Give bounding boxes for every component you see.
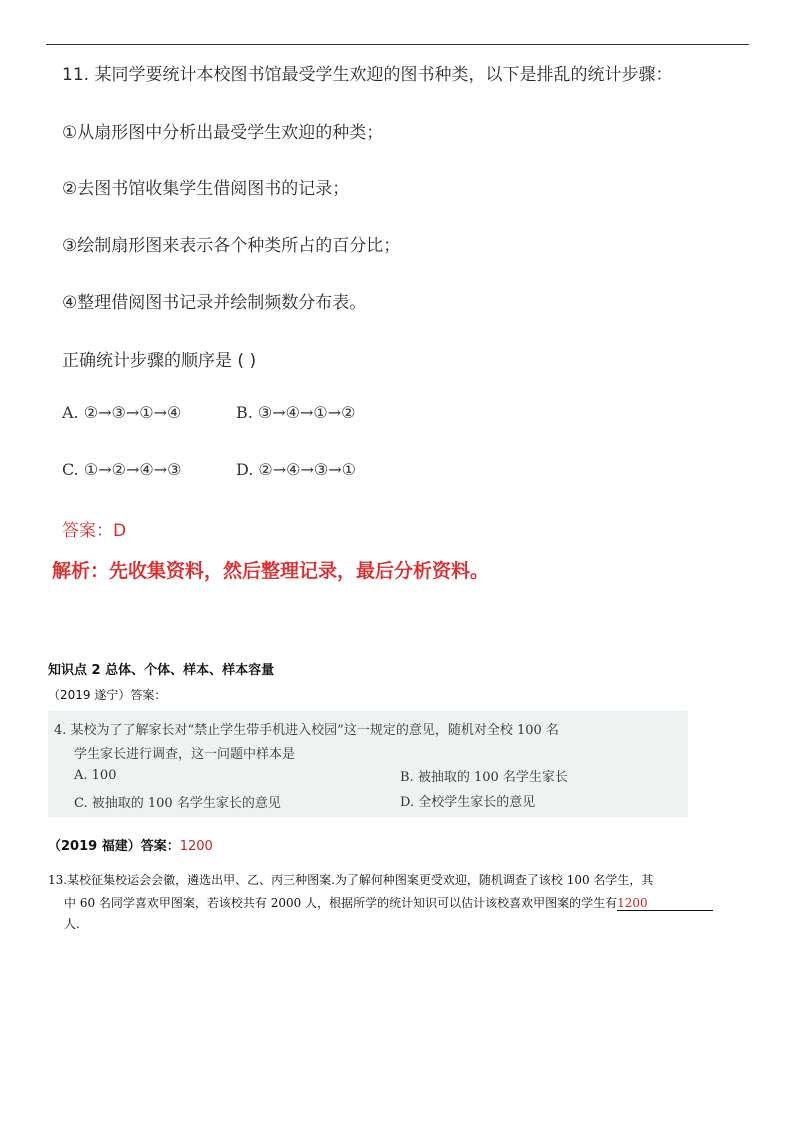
knowledge-point-heading: 知识点 2 总体、个体、样本、样本容量 <box>48 663 275 678</box>
suining-option-d: D. 全校学生家长的意见 <box>400 795 536 810</box>
q11-step-4: ④整理借阅图书记录并绘制频数分布表。 <box>62 293 367 313</box>
q11-option-d: D. ②→④→③→① <box>236 460 357 479</box>
suining-option-b: B. 被抽取的 100 名学生家长 <box>400 770 568 785</box>
suining-option-a: A. 100 <box>74 768 117 783</box>
q13-answer-blank: 1200 <box>617 896 713 911</box>
suining-question-image <box>48 711 688 817</box>
top-rule <box>46 44 749 45</box>
fujian-source-line <box>48 835 213 854</box>
fujian-answer: 1200 <box>179 839 213 854</box>
q13-line-1: 13.某校征集校运会会徽，遴选出甲、乙、丙三种图案.为了解何种图案更受欢迎，随机调查了该校 100 名学生，其 <box>48 873 654 887</box>
q13-line-3: 人. <box>64 917 80 931</box>
q11-answer: 答案：D <box>62 521 127 541</box>
q11-option-a: A. ②→③→①→④ <box>62 403 182 422</box>
q13-line-2 <box>64 894 713 911</box>
suining-source: （2019 遂宁）答案： <box>48 688 167 702</box>
q11-analysis: 解析：先收集资料，然后整理记录，最后分析资料。 <box>52 560 490 582</box>
q11-option-c: C. ①→②→④→③ <box>62 460 182 479</box>
q13-line-2-text: 中 60 名同学喜欢甲图案，若该校共有 2000 人，根据所学的统计知识可以估计该校喜欢甲图案的学生有 <box>64 896 618 910</box>
q11-prompt: 正确统计步骤的顺序是 ( ) <box>62 351 257 371</box>
q11-step-3: ③绘制扇形图来表示各个种类所占的百分比； <box>62 236 401 256</box>
suining-option-c: C. 被抽取的 100 名学生家长的意见 <box>74 796 281 811</box>
q11-option-b: B. ③→④→①→② <box>236 403 356 422</box>
q11-step-1: ①从扇形图中分析出最受学生欢迎的种类； <box>62 123 384 143</box>
suining-question-line-1: 4. 某校为了了解家长对“禁止学生带手机进入校园”这一规定的意见，随机对全校 100 名 <box>54 723 559 738</box>
fujian-source: （2019 福建）答案： <box>48 839 180 854</box>
q11-step-2: ②去图书馆收集学生借阅图书的记录； <box>62 179 350 199</box>
suining-question-line-2: 学生家长进行调查，这一问题中样本是 <box>74 747 296 762</box>
q11-stem: 11. 某同学要统计本校图书馆最受学生欢迎的图书种类，以下是排乱的统计步骤： <box>62 65 673 85</box>
